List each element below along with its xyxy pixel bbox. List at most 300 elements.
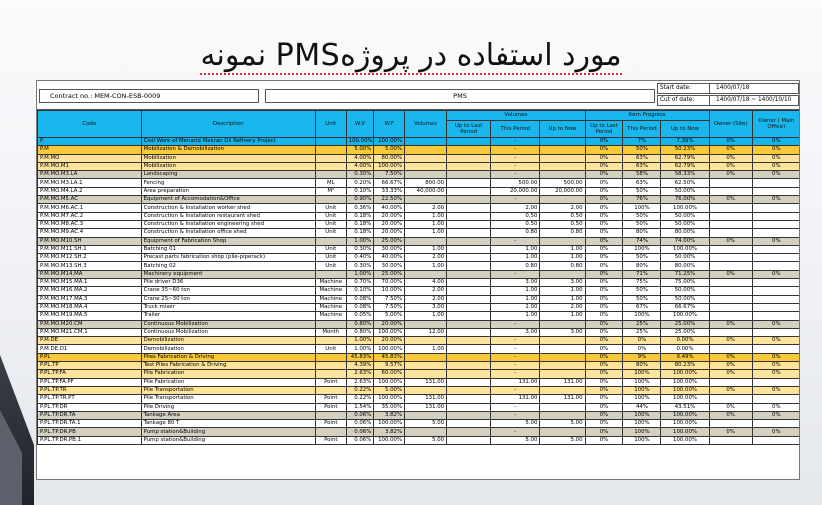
- cell-up-to-now: 131.00: [540, 395, 585, 403]
- cell-owner-site: 0%: [709, 403, 752, 411]
- cell-this-period: -: [491, 270, 540, 278]
- cell-wv: 2.63%: [346, 378, 374, 386]
- cell-wv: 0.36%: [346, 204, 374, 212]
- table-row: [38, 320, 801, 328]
- cell-this-period: 0.50: [491, 212, 540, 220]
- cell-description: Continuous Mobilization: [141, 320, 315, 328]
- cell-description: Pile Fabrication: [141, 370, 315, 378]
- cell-owner-site: [709, 245, 752, 253]
- cell-volumes: [405, 428, 447, 436]
- cell-volumes: [405, 320, 447, 328]
- cell-wf: 20.00%: [374, 229, 405, 237]
- cell-p-up-to-last: 0%: [585, 362, 623, 370]
- cell-owner-site: [709, 179, 752, 187]
- cell-p-up-to-last: 0%: [585, 295, 623, 303]
- cell-up-to-last: [447, 270, 491, 278]
- cell-wv: 0.08%: [346, 295, 374, 303]
- cell-this-period: -: [491, 345, 540, 353]
- col-owner-main: Owner ( Main Office): [752, 111, 800, 138]
- cell-owner-main: 0%: [752, 171, 800, 179]
- cell-owner-site: [709, 254, 752, 262]
- cell-owner-site: [709, 436, 752, 444]
- col-code: Code: [38, 111, 142, 138]
- cell-wf: 100.00%: [374, 436, 405, 444]
- cell-owner-main: [752, 279, 800, 287]
- cell-p-up-to-last: 0%: [585, 245, 623, 253]
- table-row: [38, 162, 801, 170]
- cell-volumes: [405, 154, 447, 162]
- cell-owner-site: 0%: [709, 154, 752, 162]
- cell-unit: Machine: [315, 295, 346, 303]
- cell-wf: 3.82%: [374, 411, 405, 419]
- cell-p-up-to-last: 0%: [585, 436, 623, 444]
- cell-owner-site: [709, 420, 752, 428]
- col-p-this-period: This Period: [623, 121, 661, 138]
- cell-wv: 1.54%: [346, 403, 374, 411]
- cell-description: Pile Fabrication: [141, 378, 315, 386]
- cell-unit: Point: [315, 420, 346, 428]
- cell-p-up-to-last: 0%: [585, 320, 623, 328]
- cell-code: P.PL.TP.TR: [38, 386, 142, 394]
- table-row: [38, 262, 801, 270]
- cell-p-this-period: 100%: [623, 312, 661, 320]
- cell-volumes: [405, 411, 447, 419]
- cell-wf: 7.50%: [374, 303, 405, 311]
- cell-wv: 0.30%: [346, 171, 374, 179]
- cell-owner-main: 0%: [752, 320, 800, 328]
- cell-unit: Unit: [315, 229, 346, 237]
- cell-code: P.PL.TP.DR.TA: [38, 411, 142, 419]
- cell-unit: [315, 138, 346, 146]
- cell-volumes: 2.00: [405, 254, 447, 262]
- cell-owner-main: [752, 345, 800, 353]
- cell-p-this-period: 100%: [623, 395, 661, 403]
- cell-up-to-now: 1.00: [540, 254, 585, 262]
- cell-owner-main: 0%: [752, 428, 800, 436]
- table-row: [38, 312, 801, 320]
- cell-p-up-to-last: 0%: [585, 154, 623, 162]
- cell-description: Pump station&Building: [141, 428, 315, 436]
- cell-p-this-period: 0%: [623, 337, 661, 345]
- cell-description: Construction & Installation worker shed: [141, 204, 315, 212]
- cell-this-period: -: [491, 146, 540, 154]
- cell-up-to-now: 5.00: [540, 436, 585, 444]
- table-row: [38, 303, 801, 311]
- cell-code: P.M.MO.M3.LA: [38, 171, 142, 179]
- cell-p-this-period: 100%: [623, 436, 661, 444]
- cell-p-this-period: 9%: [623, 353, 661, 361]
- cell-p-this-period: 25%: [623, 320, 661, 328]
- table-row: [38, 254, 801, 262]
- cell-code: P.M.DE: [38, 337, 142, 345]
- cell-this-period: -: [491, 411, 540, 419]
- cell-p-up-to-last: 0%: [585, 428, 623, 436]
- cell-code: P.M.MO.M7.AC.2: [38, 212, 142, 220]
- cell-up-to-last: [447, 138, 491, 146]
- cell-volumes: [405, 237, 447, 245]
- cell-p-up-to-now: 100.00%: [661, 245, 709, 253]
- cell-up-to-now: 500.00: [540, 179, 585, 187]
- cell-unit: [315, 237, 346, 245]
- cell-p-this-period: 67%: [623, 303, 661, 311]
- cell-owner-main: 0%: [752, 162, 800, 170]
- cell-wf: 10.00%: [374, 287, 405, 295]
- cell-up-to-last: [447, 378, 491, 386]
- cell-p-this-period: 50%: [623, 220, 661, 228]
- cell-unit: Unit: [315, 220, 346, 228]
- cell-volumes: 5.00: [405, 420, 447, 428]
- cell-wf: 60.00%: [374, 370, 405, 378]
- cell-description: Mobilization: [141, 154, 315, 162]
- cell-p-this-period: 74%: [623, 237, 661, 245]
- cutof-date-label: Cut of date:: [658, 96, 710, 105]
- cell-this-period: 131.00: [491, 378, 540, 386]
- cell-wf: 20.00%: [374, 212, 405, 220]
- cell-up-to-last: [447, 262, 491, 270]
- cell-p-up-to-last: 0%: [585, 162, 623, 170]
- cell-wv: 0.10%: [346, 287, 374, 295]
- table-row: [38, 362, 801, 370]
- table-row: [38, 395, 801, 403]
- cell-p-up-to-last: 0%: [585, 179, 623, 187]
- cell-up-to-now: 1.00: [540, 287, 585, 295]
- cell-owner-main: [752, 212, 800, 220]
- cell-description: Machinery equipment: [141, 270, 315, 278]
- cell-description: Construction & Installation engineering shed: [141, 220, 315, 228]
- cell-p-up-to-now: 50.23%: [661, 146, 709, 154]
- cell-owner-main: 0%: [752, 337, 800, 345]
- cell-volumes: 12.00: [405, 328, 447, 336]
- cell-up-to-last: [447, 428, 491, 436]
- cell-this-period: 1.00: [491, 254, 540, 262]
- cell-code: P.: [38, 138, 142, 146]
- cell-p-up-to-now: 100.00%: [661, 204, 709, 212]
- cell-description: Crane 25~30 ton: [141, 295, 315, 303]
- cell-unit: Unit: [315, 204, 346, 212]
- cell-description: Precast parts fabrication shop (pile-piperack): [141, 254, 315, 262]
- cell-owner-site: 0%: [709, 353, 752, 361]
- cell-code: P.M.MO.M20.CM: [38, 320, 142, 328]
- cell-up-to-last: [447, 146, 491, 154]
- cell-owner-site: 0%: [709, 411, 752, 419]
- cell-wv: 1.00%: [346, 270, 374, 278]
- col-unit: Unit: [315, 111, 346, 138]
- table-row: [38, 328, 801, 336]
- table-row: [38, 187, 801, 195]
- cell-p-up-to-now: 74.00%: [661, 237, 709, 245]
- table-row: [38, 287, 801, 295]
- cell-wf: 40.00%: [374, 254, 405, 262]
- pms-table: [37, 110, 800, 445]
- cell-unit: [315, 337, 346, 345]
- cell-owner-main: 0%: [752, 154, 800, 162]
- cell-wf: 5.00%: [374, 312, 405, 320]
- cell-wf: 30.00%: [374, 262, 405, 270]
- cell-unit: Machine: [315, 279, 346, 287]
- cell-description: Equipment of Accomodation&Office: [141, 196, 315, 204]
- cell-code: P.M.MO: [38, 154, 142, 162]
- cell-p-up-to-now: 50.00%: [661, 287, 709, 295]
- cell-up-to-last: [447, 337, 491, 345]
- cell-owner-site: 0%: [709, 138, 752, 146]
- cell-this-period: 2.00: [491, 303, 540, 311]
- cell-up-to-now: [540, 196, 585, 204]
- cell-code: P.M.MO.M15.MA.1: [38, 279, 142, 287]
- cell-wv: 0.20%: [346, 179, 374, 187]
- cell-p-up-to-now: 0.00%: [661, 345, 709, 353]
- cell-code: P.M: [38, 146, 142, 154]
- cell-up-to-last: [447, 187, 491, 195]
- cell-owner-main: [752, 328, 800, 336]
- cell-owner-site: [709, 303, 752, 311]
- cell-p-up-to-now: 100.00%: [661, 436, 709, 444]
- cell-description: Truck mixer: [141, 303, 315, 311]
- cell-wv: 0.06%: [346, 428, 374, 436]
- dates-box: [657, 83, 799, 107]
- cell-p-up-to-last: 0%: [585, 146, 623, 154]
- cell-wv: 0.90%: [346, 196, 374, 204]
- cell-p-this-period: 80%: [623, 262, 661, 270]
- cell-owner-main: [752, 220, 800, 228]
- cell-code: P.PL: [38, 353, 142, 361]
- cell-wv: 0.18%: [346, 212, 374, 220]
- cell-owner-site: 0%: [709, 386, 752, 394]
- cell-up-to-last: [447, 212, 491, 220]
- cell-p-up-to-now: 25.00%: [661, 328, 709, 336]
- cell-p-up-to-last: 0%: [585, 353, 623, 361]
- cell-owner-site: [709, 345, 752, 353]
- cell-volumes: 2.00: [405, 295, 447, 303]
- cell-code: P.M.MO.M14.MA: [38, 270, 142, 278]
- cell-owner-main: 0%: [752, 146, 800, 154]
- cell-wf: 25.00%: [374, 237, 405, 245]
- cell-wf: 7.50%: [374, 295, 405, 303]
- cell-wf: 100.00%: [374, 420, 405, 428]
- col-description: Description: [141, 111, 315, 138]
- cell-this-period: 5.00: [491, 436, 540, 444]
- cell-p-up-to-last: 0%: [585, 345, 623, 353]
- cell-up-to-last: [447, 154, 491, 162]
- cell-up-to-now: [540, 270, 585, 278]
- cell-p-up-to-last: 0%: [585, 187, 623, 195]
- cell-p-this-period: 63%: [623, 179, 661, 187]
- cell-unit: Unit: [315, 212, 346, 220]
- cell-p-this-period: 50%: [623, 146, 661, 154]
- cell-wf: 20.00%: [374, 320, 405, 328]
- cell-p-this-period: 44%: [623, 403, 661, 411]
- cell-this-period: -: [491, 162, 540, 170]
- table-row: [38, 179, 801, 187]
- cell-description: Equipment of Fabrication Shop: [141, 237, 315, 245]
- cell-owner-main: 0%: [752, 237, 800, 245]
- table-row: [38, 204, 801, 212]
- cell-p-up-to-last: 0%: [585, 212, 623, 220]
- cell-description: Continuous Mobilization: [141, 328, 315, 336]
- cell-volumes: 1.00: [405, 245, 447, 253]
- cell-p-up-to-last: 0%: [585, 229, 623, 237]
- table-row: [38, 386, 801, 394]
- cell-p-this-period: 63%: [623, 162, 661, 170]
- table-row: [38, 237, 801, 245]
- col-p-up-to-now: Up to Now: [661, 121, 709, 138]
- cell-unit: Machine: [315, 287, 346, 295]
- cell-wv: 0.05%: [346, 312, 374, 320]
- cell-wf: 35.00%: [374, 403, 405, 411]
- table-row: [38, 295, 801, 303]
- cell-p-up-to-last: 0%: [585, 204, 623, 212]
- cell-up-to-last: [447, 395, 491, 403]
- cell-p-up-to-last: 0%: [585, 420, 623, 428]
- cell-wv: 0.22%: [346, 386, 374, 394]
- cell-owner-main: [752, 295, 800, 303]
- cell-p-up-to-now: 50.00%: [661, 220, 709, 228]
- cell-up-to-last: [447, 254, 491, 262]
- cell-wf: 7.50%: [374, 171, 405, 179]
- cell-wf: 100.00%: [374, 378, 405, 386]
- cell-description: Demobilization: [141, 345, 315, 353]
- cell-p-this-period: 100%: [623, 386, 661, 394]
- table-row: [38, 146, 801, 154]
- cell-owner-main: 0%: [752, 403, 800, 411]
- cell-up-to-now: 1.00: [540, 312, 585, 320]
- cell-code: P.M.MO.M12.SH.2: [38, 254, 142, 262]
- cell-p-up-to-now: 80.00%: [661, 262, 709, 270]
- cell-p-up-to-now: 62.79%: [661, 162, 709, 170]
- cell-description: Pile driver D36: [141, 279, 315, 287]
- cell-up-to-last: [447, 179, 491, 187]
- cell-unit: Point: [315, 403, 346, 411]
- cell-up-to-now: [540, 320, 585, 328]
- cell-owner-site: 0%: [709, 320, 752, 328]
- cell-up-to-last: [447, 353, 491, 361]
- cell-owner-main: 0%: [752, 138, 800, 146]
- cell-volumes: [405, 146, 447, 154]
- table-row: [38, 229, 801, 237]
- cell-wf: 20.00%: [374, 220, 405, 228]
- cell-up-to-now: 5.00: [540, 420, 585, 428]
- cell-up-to-now: [540, 162, 585, 170]
- cell-owner-main: 0%: [752, 370, 800, 378]
- cell-description: Tankage Area: [141, 411, 315, 419]
- cell-up-to-last: [447, 279, 491, 287]
- cell-up-to-now: [540, 386, 585, 394]
- cell-p-this-period: 100%: [623, 204, 661, 212]
- cell-owner-site: 0%: [709, 337, 752, 345]
- cell-wv: 0.06%: [346, 420, 374, 428]
- cell-up-to-last: [447, 287, 491, 295]
- table-row: [38, 403, 801, 411]
- table-row: [38, 196, 801, 204]
- cell-volumes: 1.00: [405, 229, 447, 237]
- cell-code: P.PL.TP.FA.PF: [38, 378, 142, 386]
- table-row: [38, 420, 801, 428]
- cell-this-period: -: [491, 171, 540, 179]
- cell-p-this-period: 58%: [623, 171, 661, 179]
- cell-p-up-to-last: 0%: [585, 312, 623, 320]
- cell-unit: [315, 196, 346, 204]
- cell-this-period: -: [491, 196, 540, 204]
- cell-p-this-period: 50%: [623, 187, 661, 195]
- cell-wv: 1.00%: [346, 237, 374, 245]
- cell-unit: Point: [315, 378, 346, 386]
- start-date-value: 1400/07/18: [716, 85, 750, 91]
- cell-owner-site: [709, 395, 752, 403]
- cell-code: P.M.MO.M17.MA.3: [38, 295, 142, 303]
- cell-description: Mobilization & Demobilization: [141, 146, 315, 154]
- cell-code: P.M.MO.M8.AC.3: [38, 220, 142, 228]
- cell-wf: 66.67%: [374, 179, 405, 187]
- cell-up-to-now: 2.00: [540, 303, 585, 311]
- cell-this-period: -: [491, 138, 540, 146]
- cell-p-this-period: 76%: [623, 196, 661, 204]
- cell-wf: 100.00%: [374, 328, 405, 336]
- cell-wf: 45.83%: [374, 353, 405, 361]
- cell-this-period: -: [491, 428, 540, 436]
- cell-up-to-last: [447, 312, 491, 320]
- cell-owner-main: [752, 378, 800, 386]
- cell-up-to-now: [540, 171, 585, 179]
- cell-p-up-to-now: 62.50%: [661, 179, 709, 187]
- table-row: [38, 245, 801, 253]
- cell-p-up-to-now: 100.00%: [661, 395, 709, 403]
- cell-code: P.M.MO.M19.MA.5: [38, 312, 142, 320]
- cell-this-period: -: [491, 320, 540, 328]
- cell-p-up-to-now: 100.00%: [661, 378, 709, 386]
- cell-up-to-now: 1.00: [540, 295, 585, 303]
- cell-owner-main: 0%: [752, 362, 800, 370]
- table-row: [38, 279, 801, 287]
- cell-wv: 0.40%: [346, 254, 374, 262]
- cell-unit: [315, 171, 346, 179]
- cell-p-up-to-now: 66.67%: [661, 303, 709, 311]
- cell-unit: [315, 362, 346, 370]
- cell-p-up-to-now: 50.00%: [661, 295, 709, 303]
- cell-this-period: -: [491, 237, 540, 245]
- cell-up-to-last: [447, 420, 491, 428]
- cell-wv: 4.39%: [346, 362, 374, 370]
- cell-wv: 0.08%: [346, 303, 374, 311]
- cell-this-period: 0.50: [491, 220, 540, 228]
- table-row: [38, 270, 801, 278]
- cell-volumes: [405, 337, 447, 345]
- cell-description: Construction & Installation restaurant shed: [141, 212, 315, 220]
- cell-p-up-to-now: 100.00%: [661, 370, 709, 378]
- cell-up-to-last: [447, 162, 491, 170]
- cell-wf: 70.00%: [374, 279, 405, 287]
- cell-unit: Unit: [315, 245, 346, 253]
- cell-wf: 25.00%: [374, 270, 405, 278]
- cell-code: P.PL.TP.DR: [38, 403, 142, 411]
- cell-this-period: 5.00: [491, 420, 540, 428]
- cell-p-up-to-last: 0%: [585, 411, 623, 419]
- cell-up-to-now: 3.00: [540, 279, 585, 287]
- cell-this-period: 3.00: [491, 279, 540, 287]
- table-row: [38, 411, 801, 419]
- cell-code: P.PL.TP.DR.PB: [38, 428, 142, 436]
- table-row: [38, 337, 801, 345]
- cell-up-to-last: [447, 237, 491, 245]
- cell-code: P.PL.TP.DR.TA.1: [38, 420, 142, 428]
- cell-p-up-to-last: 0%: [585, 370, 623, 378]
- cell-p-up-to-now: 43.51%: [661, 403, 709, 411]
- cell-code: P.M.MO.M10.SH: [38, 237, 142, 245]
- cell-up-to-last: [447, 320, 491, 328]
- cell-owner-site: [709, 328, 752, 336]
- cell-up-to-now: 0.50: [540, 212, 585, 220]
- cell-this-period: 2.00: [491, 204, 540, 212]
- cell-volumes: [405, 370, 447, 378]
- cell-up-to-now: [540, 370, 585, 378]
